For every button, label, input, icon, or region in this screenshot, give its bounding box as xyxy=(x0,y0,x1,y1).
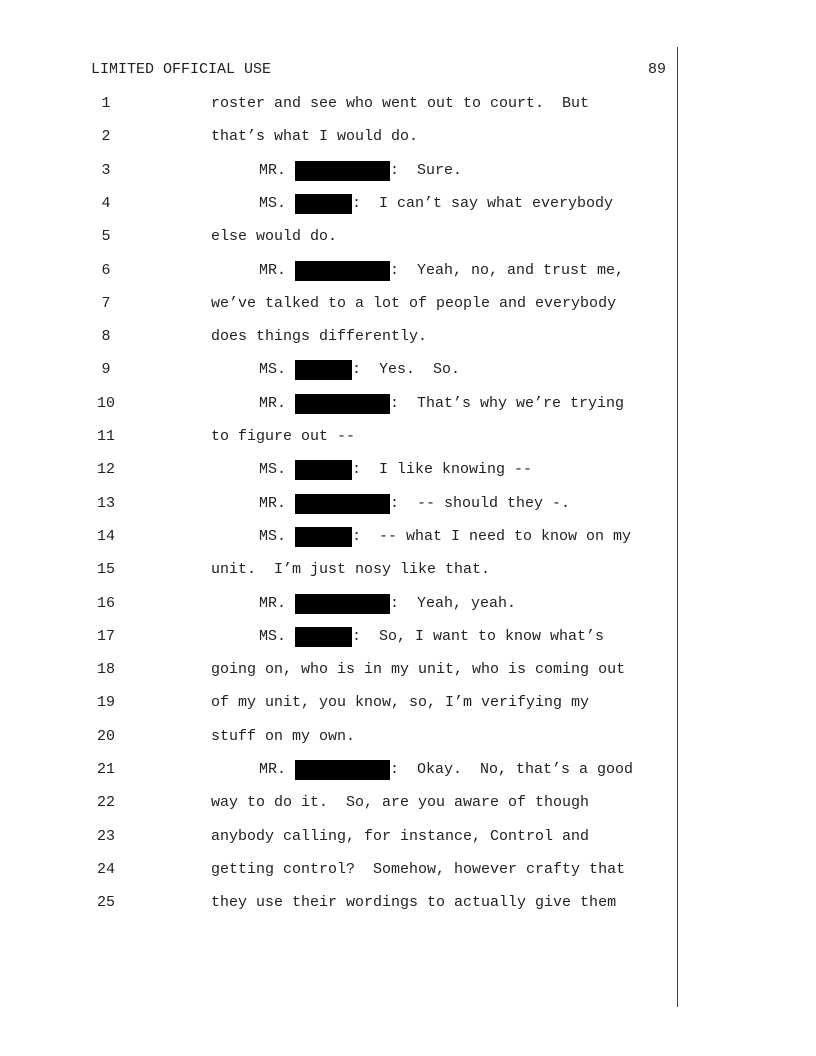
line-text: we’ve talked to a lot of people and everybody xyxy=(211,295,617,312)
redaction-bar xyxy=(295,627,352,647)
line-text: : Sure. xyxy=(390,162,463,179)
redaction-bar xyxy=(295,394,390,414)
line-text: to figure out -- xyxy=(211,428,356,445)
redaction-bar xyxy=(295,460,352,480)
line-text: unit. I’m just nosy like that. xyxy=(211,561,491,578)
speaker-title: MR. xyxy=(259,595,296,612)
line-text: : That’s why we’re trying xyxy=(390,395,625,412)
line-number: 17 xyxy=(96,628,115,645)
redaction-bar xyxy=(295,161,390,181)
speaker-title: MS. xyxy=(259,195,296,212)
speaker-title: MR. xyxy=(259,495,296,512)
line-text: : -- should they -. xyxy=(390,495,571,512)
transcript-line xyxy=(211,860,625,880)
line-text: anybody calling, for instance, Control and xyxy=(211,828,590,845)
redaction-bar xyxy=(295,194,352,214)
transcript-line xyxy=(211,793,589,813)
line-number: 15 xyxy=(96,561,115,578)
line-text: does things differently. xyxy=(211,328,428,345)
transcript-line xyxy=(259,494,570,514)
line-text: : Yeah, no, and trust me, xyxy=(390,262,625,279)
line-text: : Yeah, yeah. xyxy=(390,595,517,612)
line-number: 12 xyxy=(96,461,115,478)
line-number: 24 xyxy=(96,861,115,878)
redaction-bar xyxy=(295,360,352,380)
transcript-line xyxy=(259,194,613,214)
speaker-title: MR. xyxy=(259,395,296,412)
line-text: : I can’t say what everybody xyxy=(352,195,614,212)
transcript-line xyxy=(211,893,616,913)
redaction-bar xyxy=(295,527,352,547)
line-text: : So, I want to know what’s xyxy=(352,628,605,645)
line-number: 19 xyxy=(96,694,115,711)
transcript-line xyxy=(259,760,633,780)
speaker-title: MS. xyxy=(259,461,296,478)
line-text: : -- what I need to know on my xyxy=(352,528,632,545)
transcript-line xyxy=(211,693,589,713)
speaker-title: MR. xyxy=(259,761,296,778)
transcript-line xyxy=(211,327,427,347)
transcript-line xyxy=(211,94,589,114)
line-number: 10 xyxy=(96,395,115,412)
line-number: 3 xyxy=(101,162,111,179)
transcript-line xyxy=(211,827,589,847)
transcript-line xyxy=(259,627,604,647)
line-number: 6 xyxy=(101,262,111,279)
transcript-line xyxy=(259,261,624,281)
page-number: 89 xyxy=(648,61,667,78)
line-text: roster and see who went out to court. But xyxy=(211,95,590,112)
transcript-line xyxy=(211,427,355,447)
line-number: 1 xyxy=(101,95,111,112)
line-text: they use their wordings to actually give them xyxy=(211,894,617,911)
line-number: 25 xyxy=(96,894,115,911)
line-number: 13 xyxy=(96,495,115,512)
line-text: stuff on my own. xyxy=(211,728,356,745)
speaker-title: MS. xyxy=(259,361,296,378)
line-number: 23 xyxy=(96,828,115,845)
line-number: 22 xyxy=(96,794,115,811)
line-number: 11 xyxy=(96,428,115,445)
speaker-title: MR. xyxy=(259,262,296,279)
transcript-line xyxy=(259,360,460,380)
transcript-line xyxy=(259,594,516,614)
line-text: : Okay. No, that’s a good xyxy=(390,761,634,778)
line-text: that’s what I would do. xyxy=(211,128,419,145)
line-number: 16 xyxy=(96,595,115,612)
redaction-bar xyxy=(295,494,390,514)
line-number: 7 xyxy=(101,295,111,312)
line-number: 18 xyxy=(96,661,115,678)
speaker-title: MS. xyxy=(259,628,296,645)
transcript-line xyxy=(259,161,462,181)
line-number: 4 xyxy=(101,195,111,212)
line-number: 21 xyxy=(96,761,115,778)
line-number: 8 xyxy=(101,328,111,345)
right-margin-rule xyxy=(677,47,678,1007)
line-text: way to do it. So, are you aware of though xyxy=(211,794,590,811)
line-text: of my unit, you know, so, I’m verifying my xyxy=(211,694,590,711)
line-number: 14 xyxy=(96,528,115,545)
transcript-line xyxy=(211,727,355,747)
transcript-line xyxy=(211,560,490,580)
redaction-bar xyxy=(295,760,390,780)
line-number: 20 xyxy=(96,728,115,745)
line-text: getting control? Somehow, however crafty that xyxy=(211,861,626,878)
redaction-bar xyxy=(295,261,390,281)
transcript-line xyxy=(259,527,631,547)
transcript-line xyxy=(259,460,532,480)
line-number: 5 xyxy=(101,228,111,245)
transcript-line xyxy=(211,227,337,247)
line-number: 9 xyxy=(101,361,111,378)
speaker-title: MS. xyxy=(259,528,296,545)
transcript-line xyxy=(211,294,616,314)
redaction-bar xyxy=(295,594,390,614)
line-text: going on, who is in my unit, who is coming out xyxy=(211,661,626,678)
page-header-left: LIMITED OFFICIAL USE xyxy=(91,61,272,78)
line-text: : I like knowing -- xyxy=(352,461,533,478)
speaker-title: MR. xyxy=(259,162,296,179)
line-text: else would do. xyxy=(211,228,338,245)
line-number: 2 xyxy=(101,128,111,145)
transcript-line xyxy=(211,127,418,147)
transcript-line xyxy=(211,660,625,680)
line-text: : Yes. So. xyxy=(352,361,461,378)
transcript-line xyxy=(259,394,624,414)
